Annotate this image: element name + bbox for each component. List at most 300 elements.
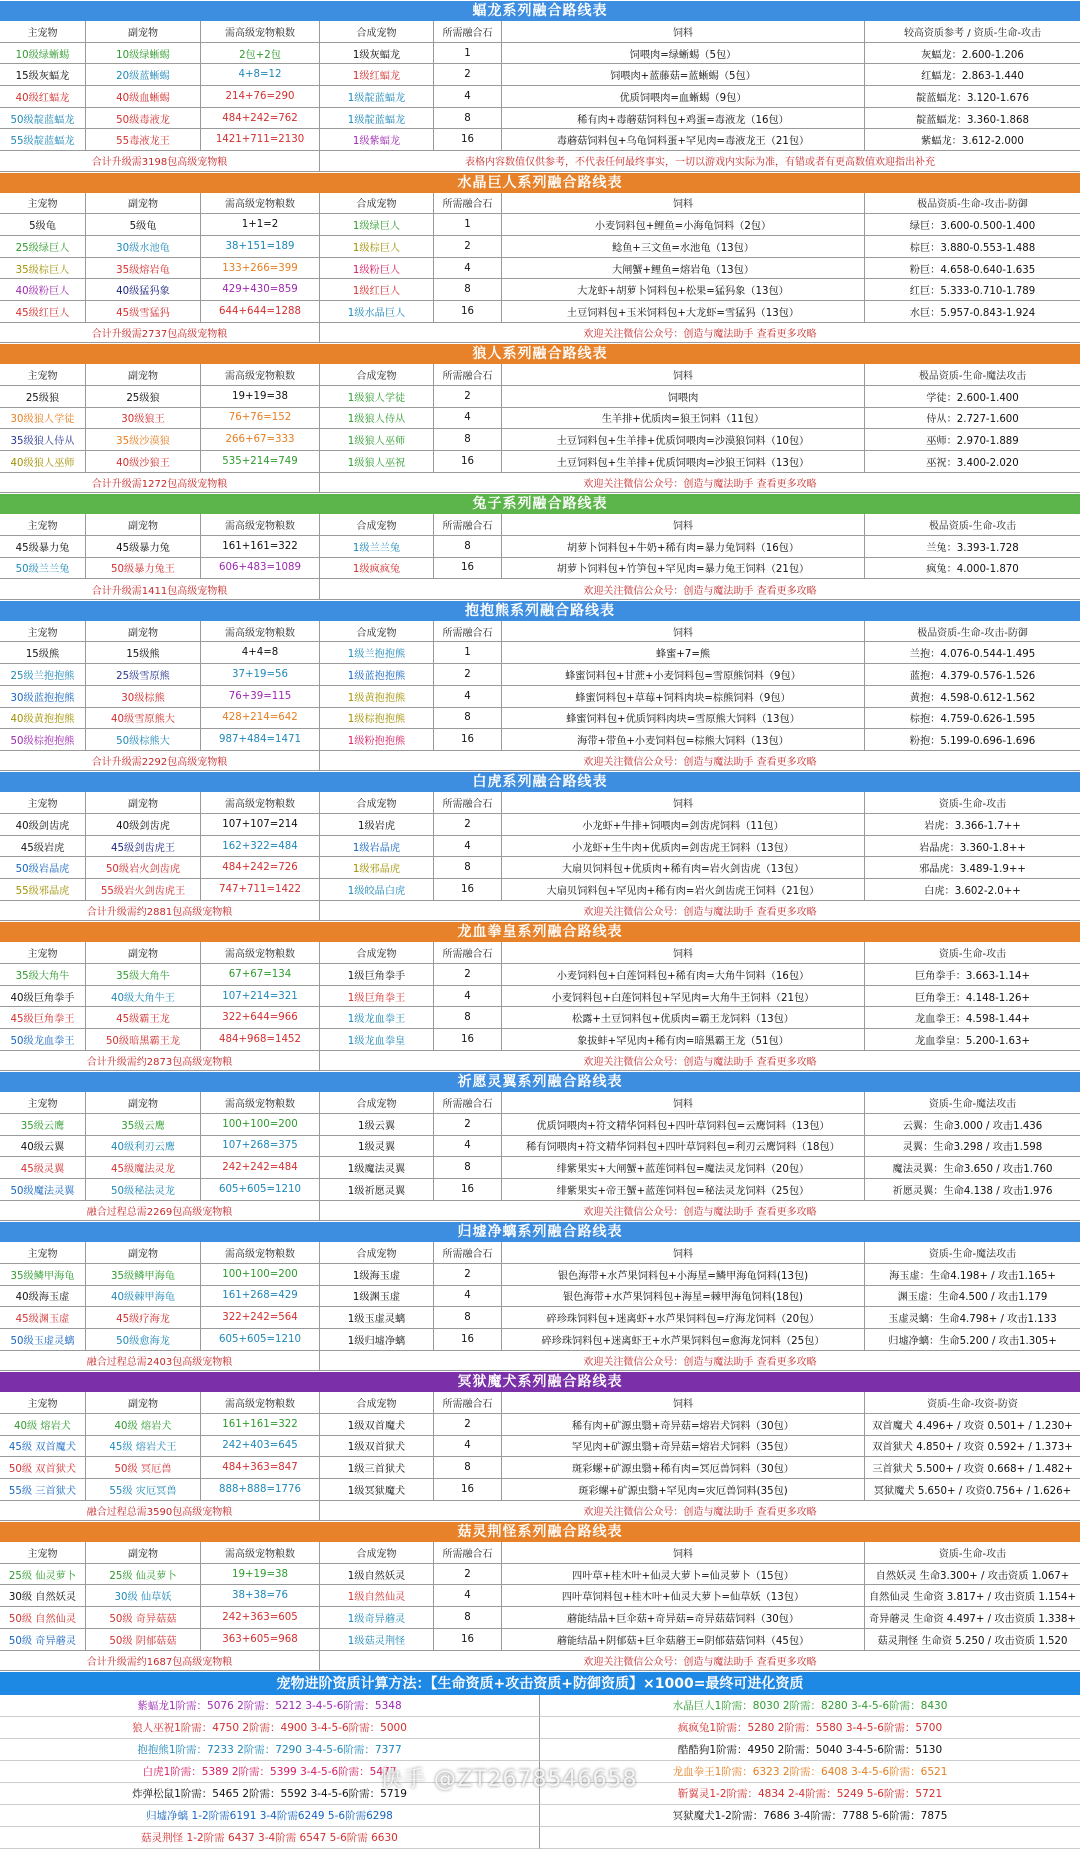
cell-attr: 云翼：生命3.000 / 攻击1.436 (902, 1120, 1043, 1132)
cell-sub: 40级 熔岩犬 (86, 1414, 201, 1435)
cell-main: 25级绿巨人 (0, 236, 86, 257)
route-table (0, 343, 1080, 493)
table-row (0, 536, 1080, 558)
cell-attr: 冥狱魔犬 5.650+ / 攻资0.756+ / 1.626+ (873, 1485, 1072, 1497)
advance-item: 狼人巫祝1阶需：4750 2阶需：4900 3-4-5-6阶需：5000 (0, 1717, 540, 1739)
cell-sub: 40级雪原熊大 (86, 708, 201, 729)
cell-stone: 2 (434, 964, 502, 985)
cell-stone: 2 (434, 236, 502, 257)
cell-result: 1级兰抱抱熊 (320, 642, 434, 663)
column-header: 饲料 (502, 1392, 865, 1413)
cell-main: 25级 仙灵萝卜 (0, 1564, 86, 1585)
cell-feed: 蜂蜜饲料包+草莓+饲料肉块=棕熊饲料（9包） (502, 686, 865, 707)
cell-need: 484+363=847 (201, 1457, 320, 1478)
table-row (0, 214, 1080, 236)
column-header: 需高级宠物粮数 (201, 621, 320, 642)
cell-feed: 四叶草+桂木叶+仙灵大萝卜=仙灵萝卜（15包） (502, 1564, 865, 1585)
cell-result: 1级巨角拳手 (320, 964, 434, 985)
cell-main: 50级魔法灵翼 (0, 1179, 86, 1200)
cell-result: 1级狼人巫师 (320, 429, 434, 450)
cell-main: 40级狼人巫师 (0, 451, 86, 472)
table-header (0, 514, 1080, 536)
table-footer (0, 1201, 1080, 1222)
cell-attr: 双首魔犬 4.496+ / 攻资 0.501+ / 1.230+ (872, 1420, 1073, 1432)
table-row (0, 43, 1080, 65)
cell-stone: 1 (434, 43, 502, 64)
column-header: 需高级宠物粮数 (201, 364, 320, 385)
table-row (0, 708, 1080, 730)
table-row (0, 1157, 1080, 1179)
column-header: 较高资质参考 / 资质-生命-攻击 (904, 27, 1041, 39)
cell-result: 1级黄抱抱熊 (320, 686, 434, 707)
cell-stone: 4 (434, 1286, 502, 1307)
column-header: 资质-生命-攻资-防资 (927, 1398, 1018, 1410)
cell-stone: 16 (434, 129, 502, 150)
cell-feed: 饲喂肉=绿蜥蜴（5包） (502, 43, 865, 64)
cell-sub: 45级 熔岩犬王 (86, 1436, 201, 1457)
cell-main: 15级熊 (0, 642, 86, 663)
table-row (0, 1414, 1080, 1436)
column-header: 副宠物 (86, 364, 201, 385)
column-header: 需高级宠物粮数 (201, 1092, 320, 1113)
cell-main: 50级龙血拳王 (0, 1029, 86, 1050)
cell-stone: 4 (434, 1585, 502, 1606)
column-header: 饲料 (502, 942, 865, 963)
column-header: 所需融合石 (434, 364, 502, 385)
cell-result: 1级岩虎 (320, 814, 434, 835)
cell-stone: 16 (434, 1179, 502, 1200)
total-feed-note: 合计升级需2292包高级宠物粮 (0, 751, 320, 771)
total-feed-note: 合计升级需2737包高级宠物粮 (0, 323, 320, 343)
cell-sub: 50级 冥厄兽 (86, 1457, 201, 1478)
cell-feed: 小麦饲料包+鲤鱼=小海龟饲料（2包） (502, 214, 865, 235)
cell-main: 45级暴力兔 (0, 536, 86, 557)
cell-attr: 侍从：2.727-1.600 (926, 414, 1019, 426)
cell-attr: 魔法灵翼：生命3.650 / 攻击1.760 (892, 1164, 1053, 1176)
cell-attr: 棕巨：3.880-0.553-1.488 (909, 242, 1036, 254)
cell-stone: 4 (434, 1136, 502, 1157)
cell-sub: 25级狼 (86, 386, 201, 407)
column-header: 主宠物 (0, 1242, 86, 1263)
cell-result: 1级狼人巫祝 (320, 451, 434, 472)
cell-stone: 16 (434, 1629, 502, 1650)
table-footer (0, 751, 1080, 772)
total-feed-note: 融合过程总需2403包高级宠物粮 (0, 1351, 320, 1371)
table-row (0, 986, 1080, 1008)
cell-need: 1+1=2 (201, 214, 320, 235)
cell-stone: 1 (434, 642, 502, 663)
footer-note: 欢迎关注微信公众号：创造与魔法助手 查看更多攻略 (583, 757, 817, 769)
table-row (0, 964, 1080, 986)
total-feed-note: 融合过程总需3590包高级宠物粮 (0, 1501, 320, 1521)
column-header: 副宠物 (86, 21, 201, 42)
cell-result: 1级海玉虚 (320, 1264, 434, 1285)
column-header: 合成宠物 (320, 1242, 434, 1263)
column-header: 饲料 (502, 514, 865, 535)
cell-stone: 4 (434, 408, 502, 429)
cell-feed: 胡萝卜饲料包+牛奶+稀有肉=暴力兔饲料（16包） (502, 536, 865, 557)
cell-sub: 45级霸王龙 (86, 1007, 201, 1028)
table-row (0, 64, 1080, 86)
cell-stone: 8 (434, 536, 502, 557)
column-header: 主宠物 (0, 942, 86, 963)
cell-feed: 土豆饲料包+生羊排+优质饲喂肉=沙漠狼饲料（10包） (502, 429, 865, 450)
column-header: 合成宠物 (320, 621, 434, 642)
cell-main: 45级红巨人 (0, 301, 86, 322)
cell-sub: 50级毒液龙 (86, 108, 201, 129)
cell-main: 15级灰蝠龙 (0, 64, 86, 85)
column-header: 饲料 (502, 21, 865, 42)
cell-result: 1级邪晶虎 (320, 857, 434, 878)
cell-main: 10级绿蜥蜴 (0, 43, 86, 64)
column-header: 主宠物 (0, 21, 86, 42)
cell-need: 428+214=642 (201, 708, 320, 729)
table-title: 狼人系列融合路线表 (0, 343, 1080, 364)
table-header (0, 1092, 1080, 1114)
cell-need: 107+214=321 (201, 986, 320, 1007)
footer-note: 欢迎关注微信公众号：创造与魔法助手 查看更多攻略 (583, 585, 817, 597)
cell-need: 4+4=8 (201, 642, 320, 663)
cell-result: 1级棕巨人 (320, 236, 434, 257)
cell-feed: 斑彩螺+矿源虫翳+罕见肉=灾厄兽饲料(35包) (502, 1479, 865, 1500)
cell-stone: 16 (434, 1479, 502, 1500)
cell-sub: 20级蓝蜥蜴 (86, 64, 201, 85)
cell-result: 1级冥狱魔犬 (320, 1479, 434, 1500)
cell-need: 67+67=134 (201, 964, 320, 985)
advance-item: 龙血拳王1阶需：6323 2阶需：6408 3-4-5-6阶需：6521 (540, 1761, 1080, 1783)
cell-attr: 奇异蘑灵 生命资 4.497+ / 攻击资质 1.338+ (868, 1613, 1077, 1625)
cell-main: 30级 自然妖灵 (0, 1585, 86, 1606)
route-table (0, 493, 1080, 600)
footer-note: 欢迎关注微信公众号：创造与魔法助手 查看更多攻略 (583, 1206, 817, 1218)
cell-result: 1级灰蝠龙 (320, 43, 434, 64)
cell-main: 45级岩虎 (0, 836, 86, 857)
cell-need: 644+644=1288 (201, 301, 320, 322)
column-header: 合成宠物 (320, 1392, 434, 1413)
table-title: 兔子系列融合路线表 (0, 493, 1080, 514)
cell-main: 40级红蝠龙 (0, 86, 86, 107)
cell-sub: 50级愈海龙 (86, 1329, 201, 1350)
column-header: 需高级宠物粮数 (201, 942, 320, 963)
cell-attr: 岩虎：3.366-1.7++ (924, 820, 1021, 832)
cell-attr: 渊玉虚：生命4.500 / 攻击1.179 (897, 1292, 1048, 1304)
cell-feed: 生羊排+优质肉=狼王饲料（11包） (502, 408, 865, 429)
cell-need: 242+403=645 (201, 1436, 320, 1457)
cell-sub: 35级沙漠狼 (86, 429, 201, 450)
cell-sub: 45级疗海龙 (86, 1307, 201, 1328)
cell-result: 1级双首狱犬 (320, 1436, 434, 1457)
column-header: 需高级宠物粮数 (201, 514, 320, 535)
column-header: 合成宠物 (320, 792, 434, 813)
table-title: 水晶巨人系列融合路线表 (0, 172, 1080, 193)
column-header: 需高级宠物粮数 (201, 21, 320, 42)
table-title: 抱抱熊系列融合路线表 (0, 600, 1080, 621)
table-title: 归墟净螭系列融合路线表 (0, 1221, 1080, 1242)
cell-stone: 1 (434, 214, 502, 235)
column-header: 副宠物 (86, 1242, 201, 1263)
cell-result: 1级疯疯兔 (320, 558, 434, 579)
cell-result: 1级红蝠龙 (320, 64, 434, 85)
cell-sub: 55级 灾厄冥兽 (86, 1479, 201, 1500)
column-header: 资质-生命-魔法攻击 (928, 1099, 1017, 1111)
cell-sub: 25级雪原熊 (86, 664, 201, 685)
column-header: 极品资质-生命-魔法攻击 (918, 371, 1027, 383)
cell-main: 40级云翼 (0, 1136, 86, 1157)
cell-stone: 2 (434, 1564, 502, 1585)
table-row (0, 1114, 1080, 1136)
table-header (0, 1242, 1080, 1264)
cell-result: 1级绿巨人 (320, 214, 434, 235)
cell-sub: 40级剑齿虎 (86, 814, 201, 835)
cell-attr: 靛蓝蝠龙：3.360-1.868 (916, 114, 1029, 126)
cell-need: 19+19=38 (201, 386, 320, 407)
cell-main: 40级 熔岩犬 (0, 1414, 86, 1435)
cell-result: 1级三首狱犬 (320, 1457, 434, 1478)
cell-stone: 4 (434, 686, 502, 707)
total-feed-note: 合计升级需约2873包高级宠物粮 (0, 1051, 320, 1071)
column-header: 饲料 (502, 621, 865, 642)
cell-need: 38+151=189 (201, 236, 320, 257)
column-header: 所需融合石 (434, 1542, 502, 1563)
cell-result: 1级岩晶虎 (320, 836, 434, 857)
table-row (0, 86, 1080, 108)
cell-sub: 40级大角牛王 (86, 986, 201, 1007)
table-row (0, 1607, 1080, 1629)
table-row (0, 451, 1080, 473)
cell-main: 55级邪晶虎 (0, 879, 86, 900)
cell-result: 1级灵翼 (320, 1136, 434, 1157)
cell-attr: 龙血拳皇：5.200-1.63+ (915, 1035, 1030, 1047)
table-row (0, 1457, 1080, 1479)
cell-main: 30级狼人学徒 (0, 408, 86, 429)
cell-result: 1级魔法灵翼 (320, 1157, 434, 1178)
cell-result: 1级菇灵荆怪 (320, 1629, 434, 1650)
cell-feed: 海带+带鱼+小麦饲料包=棕熊大饲料（13包） (502, 729, 865, 750)
cell-stone: 4 (434, 986, 502, 1007)
watermark: 快手 @ZT2678546658 (380, 1767, 638, 1792)
advance-item (540, 1827, 1080, 1849)
table-header (0, 942, 1080, 964)
cell-sub: 40级利刃云鹰 (86, 1136, 201, 1157)
cell-sub: 10级绿蜥蜴 (86, 43, 201, 64)
table-row (0, 129, 1080, 151)
advance-item: 抱抱熊1阶需：7233 2阶需：7290 3-4-5-6阶需：7377 (0, 1739, 540, 1761)
cell-sub: 40级沙狼王 (86, 451, 201, 472)
route-table (0, 1521, 1080, 1671)
table-title: 冥狱魔犬系列融合路线表 (0, 1371, 1080, 1392)
cell-stone: 2 (434, 1114, 502, 1135)
cell-stone: 8 (434, 1457, 502, 1478)
cell-feed: 四叶草饲料包+桂木叶+仙灵大萝卜=仙草妖（13包） (502, 1585, 865, 1606)
cell-result: 1级棕抱抱熊 (320, 708, 434, 729)
cell-need: 363+605=968 (201, 1629, 320, 1650)
cell-feed: 鲶鱼+三文鱼=水池龟（13包） (502, 236, 865, 257)
cell-need: 322+242=564 (201, 1307, 320, 1328)
cell-feed: 蜂蜜饲料包+优质饲料肉块=雪原熊大饲料（13包） (502, 708, 865, 729)
cell-attr: 水巨：5.957-0.843-1.924 (909, 307, 1036, 319)
cell-feed: 蘑能结晶+阴郁菇+巨伞菇蘑王=阴郁菇菇饲料（45包） (502, 1629, 865, 1650)
column-header: 所需融合石 (434, 621, 502, 642)
cell-need: 242+242=484 (201, 1157, 320, 1178)
cell-result: 1级渊玉虚 (320, 1286, 434, 1307)
cell-attr: 灰蝠龙：2.600-1.206 (921, 49, 1024, 61)
cell-feed: 斑彩螺+矿源虫翳+稀有肉=冥厄兽饲料（30包） (502, 1457, 865, 1478)
cell-attr: 蓝抱：4.379-0.576-1.526 (909, 670, 1036, 682)
cell-main: 50级棕抱抱熊 (0, 729, 86, 750)
cell-sub: 35级大角牛 (86, 964, 201, 985)
table-title: 菇灵荆怪系列融合路线表 (0, 1521, 1080, 1542)
cell-attr: 菇灵荆怪 生命资 5.250 / 攻击资质 1.520 (877, 1635, 1068, 1647)
cell-sub: 50级 奇异菇菇 (86, 1607, 201, 1628)
cell-feed: 象拔蚌+罕见肉+稀有肉=暗黑霸王龙（51包） (502, 1029, 865, 1050)
cell-need: 162+322=484 (201, 836, 320, 857)
table-header (0, 792, 1080, 814)
cell-result: 1级皎晶白虎 (320, 879, 434, 900)
table-footer (0, 579, 1080, 600)
footer-note: 欢迎关注微信公众号：创造与魔法助手 查看更多攻略 (583, 1356, 817, 1368)
cell-feed: 蜂蜜饲料包+甘蔗+小麦饲料包=雪原熊饲料（9包） (502, 664, 865, 685)
cell-attr: 自然仙灵 生命资 3.817+ / 攻击资质 1.154+ (868, 1592, 1077, 1604)
cell-attr: 双首狱犬 4.850+ / 攻资 0.592+ / 1.373+ (872, 1442, 1073, 1454)
column-header: 副宠物 (86, 1092, 201, 1113)
cell-need: 100+100=200 (201, 1264, 320, 1285)
cell-feed: 饲喂肉+蓝藤菇=蓝蜥蜴（5包） (502, 64, 865, 85)
cell-main: 50级兰兰兔 (0, 558, 86, 579)
column-header: 需高级宠物粮数 (201, 792, 320, 813)
cell-sub: 55毒液龙王 (86, 129, 201, 150)
cell-main: 50级 自然仙灵 (0, 1607, 86, 1628)
cell-need: 266+67=333 (201, 429, 320, 450)
route-table (0, 0, 1080, 172)
cell-feed: 银色海带+水芦果饲料包+小海星=鳞甲海龟饲料(13包) (502, 1264, 865, 1285)
cell-attr: 粉巨：4.658-0.640-1.635 (909, 264, 1036, 276)
cell-sub: 50级 阴郁菇菇 (86, 1629, 201, 1650)
column-header: 需高级宠物粮数 (201, 1542, 320, 1563)
cell-main: 45级渊玉虚 (0, 1307, 86, 1328)
cell-need: 37+19=56 (201, 664, 320, 685)
table-row (0, 301, 1080, 323)
cell-sub: 15级熊 (86, 642, 201, 663)
total-feed-note: 合计升级需3198包高级宠物粮 (0, 151, 320, 171)
total-feed-note: 合计升级需约2881包高级宠物粮 (0, 901, 320, 921)
cell-need: 161+161=322 (201, 536, 320, 557)
cell-sub: 45级暴力兔 (86, 536, 201, 557)
table-row (0, 1329, 1080, 1351)
cell-need: 747+711=1422 (201, 879, 320, 900)
table-row (0, 1585, 1080, 1607)
cell-stone: 4 (434, 836, 502, 857)
cell-main: 35级云鹰 (0, 1114, 86, 1135)
cell-feed: 稀有饲喂肉+符文精华饲料包+四叶草饲料包=利刃云鹰饲料（18包） (502, 1136, 865, 1157)
cell-attr: 黄抱：4.598-0.612-1.562 (909, 692, 1036, 704)
table-footer (0, 473, 1080, 494)
cell-attr: 巨角拳手：3.663-1.14+ (915, 970, 1030, 982)
column-header: 所需融合石 (434, 942, 502, 963)
footer-note: 欢迎关注微信公众号：创造与魔法助手 查看更多攻略 (583, 1506, 817, 1518)
cell-sub: 50级秘法灵龙 (86, 1179, 201, 1200)
route-table (0, 1371, 1080, 1521)
column-header: 饲料 (502, 1092, 865, 1113)
cell-stone: 16 (434, 1029, 502, 1050)
column-header: 饲料 (502, 364, 865, 385)
table-footer (0, 1651, 1080, 1672)
cell-sub: 40级血蜥蜴 (86, 86, 201, 107)
table-footer (0, 1501, 1080, 1522)
column-header: 饲料 (502, 1242, 865, 1263)
cell-attr: 自然妖灵 生命3.300+ / 攻击资质 1.067+ (875, 1570, 1070, 1582)
table-row (0, 1436, 1080, 1458)
column-header: 饲料 (502, 792, 865, 813)
table-header (0, 1542, 1080, 1564)
column-header: 需高级宠物粮数 (201, 1392, 320, 1413)
cell-need: 161+268=429 (201, 1286, 320, 1307)
cell-attr: 巫师：2.970-1.889 (926, 436, 1019, 448)
cell-main: 40级粉巨人 (0, 279, 86, 300)
cell-need: 76+76=152 (201, 408, 320, 429)
cell-result: 1级自然仙灵 (320, 1585, 434, 1606)
cell-feed: 小龙虾+生牛肉+优质肉=剑齿虎王饲料（13包） (502, 836, 865, 857)
cell-attr: 兰抱：4.076-0.544-1.495 (909, 649, 1036, 661)
cell-need: 133+266=399 (201, 258, 320, 279)
cell-main: 40级海玉虚 (0, 1286, 86, 1307)
column-header: 极品资质-生命-攻击 (928, 521, 1017, 533)
cell-main: 25级狼 (0, 386, 86, 407)
route-table (0, 1221, 1080, 1371)
cell-stone: 16 (434, 558, 502, 579)
cell-need: 242+363=605 (201, 1607, 320, 1628)
table-row (0, 386, 1080, 408)
column-header: 主宠物 (0, 1392, 86, 1413)
cell-result: 1级双首魔犬 (320, 1414, 434, 1435)
column-header: 主宠物 (0, 514, 86, 535)
cell-result: 1级靛蓝蝠龙 (320, 108, 434, 129)
table-row (0, 1286, 1080, 1308)
column-header: 副宠物 (86, 942, 201, 963)
column-header: 合成宠物 (320, 942, 434, 963)
footer-note: 欢迎关注微信公众号：创造与魔法助手 查看更多攻略 (583, 329, 817, 340)
cell-stone: 2 (434, 64, 502, 85)
cell-attr: 红巨：5.333-0.710-1.789 (909, 286, 1036, 298)
cell-attr: 祈愿灵翼：生命4.138 / 攻击1.976 (892, 1185, 1053, 1197)
cell-attr: 棕抱：4.759-0.626-1.595 (909, 714, 1036, 726)
cell-feed: 绯紫果实+帝王蟹+蓝莲饲料包=秘法灵龙饲料（25包） (502, 1179, 865, 1200)
cell-stone: 4 (434, 1436, 502, 1457)
cell-feed: 碎珍珠饲料包+迷离虾+水芦果饲料包=疗海龙饲料（20包） (502, 1307, 865, 1328)
table-footer (0, 151, 1080, 172)
route-table (0, 771, 1080, 921)
cell-sub: 35级云鹰 (86, 1114, 201, 1135)
cell-attr: 白虎：3.602-2.0++ (924, 885, 1021, 897)
cell-need: 484+242=762 (201, 108, 320, 129)
cell-attr: 归墟净螭：生命5.200 / 攻击1.305+ (888, 1335, 1057, 1347)
cell-stone: 4 (434, 258, 502, 279)
cell-feed: 蜂蜜+7=熊 (502, 642, 865, 663)
cell-sub: 45级魔法灵龙 (86, 1157, 201, 1178)
formula-banner: 宠物进阶资质计算方法：【生命资质+攻击资质+防御资质】×1000=最终可进化资质 (0, 1671, 1080, 1695)
cell-result: 1级紫蝠龙 (320, 129, 434, 150)
column-header: 所需融合石 (434, 514, 502, 535)
column-header: 副宠物 (86, 621, 201, 642)
cell-sub: 40级猛犸象 (86, 279, 201, 300)
cell-attr: 粉抱：5.199-0.696-1.696 (909, 736, 1036, 748)
cell-feed: 毒蘑菇饲料包+乌龟饲料蛋+罕见肉=毒液龙王（21包） (502, 129, 865, 150)
cell-feed: 罕见肉+矿源虫翳+奇异菇=熔岩犬饲料（35包） (502, 1436, 865, 1457)
cell-stone: 16 (434, 729, 502, 750)
column-header: 合成宠物 (320, 364, 434, 385)
table-title: 祈愿灵翼系列融合路线表 (0, 1071, 1080, 1092)
column-header: 资质-生命-攻击 (938, 1548, 1007, 1560)
column-header: 资质-生命-攻击 (938, 949, 1007, 961)
